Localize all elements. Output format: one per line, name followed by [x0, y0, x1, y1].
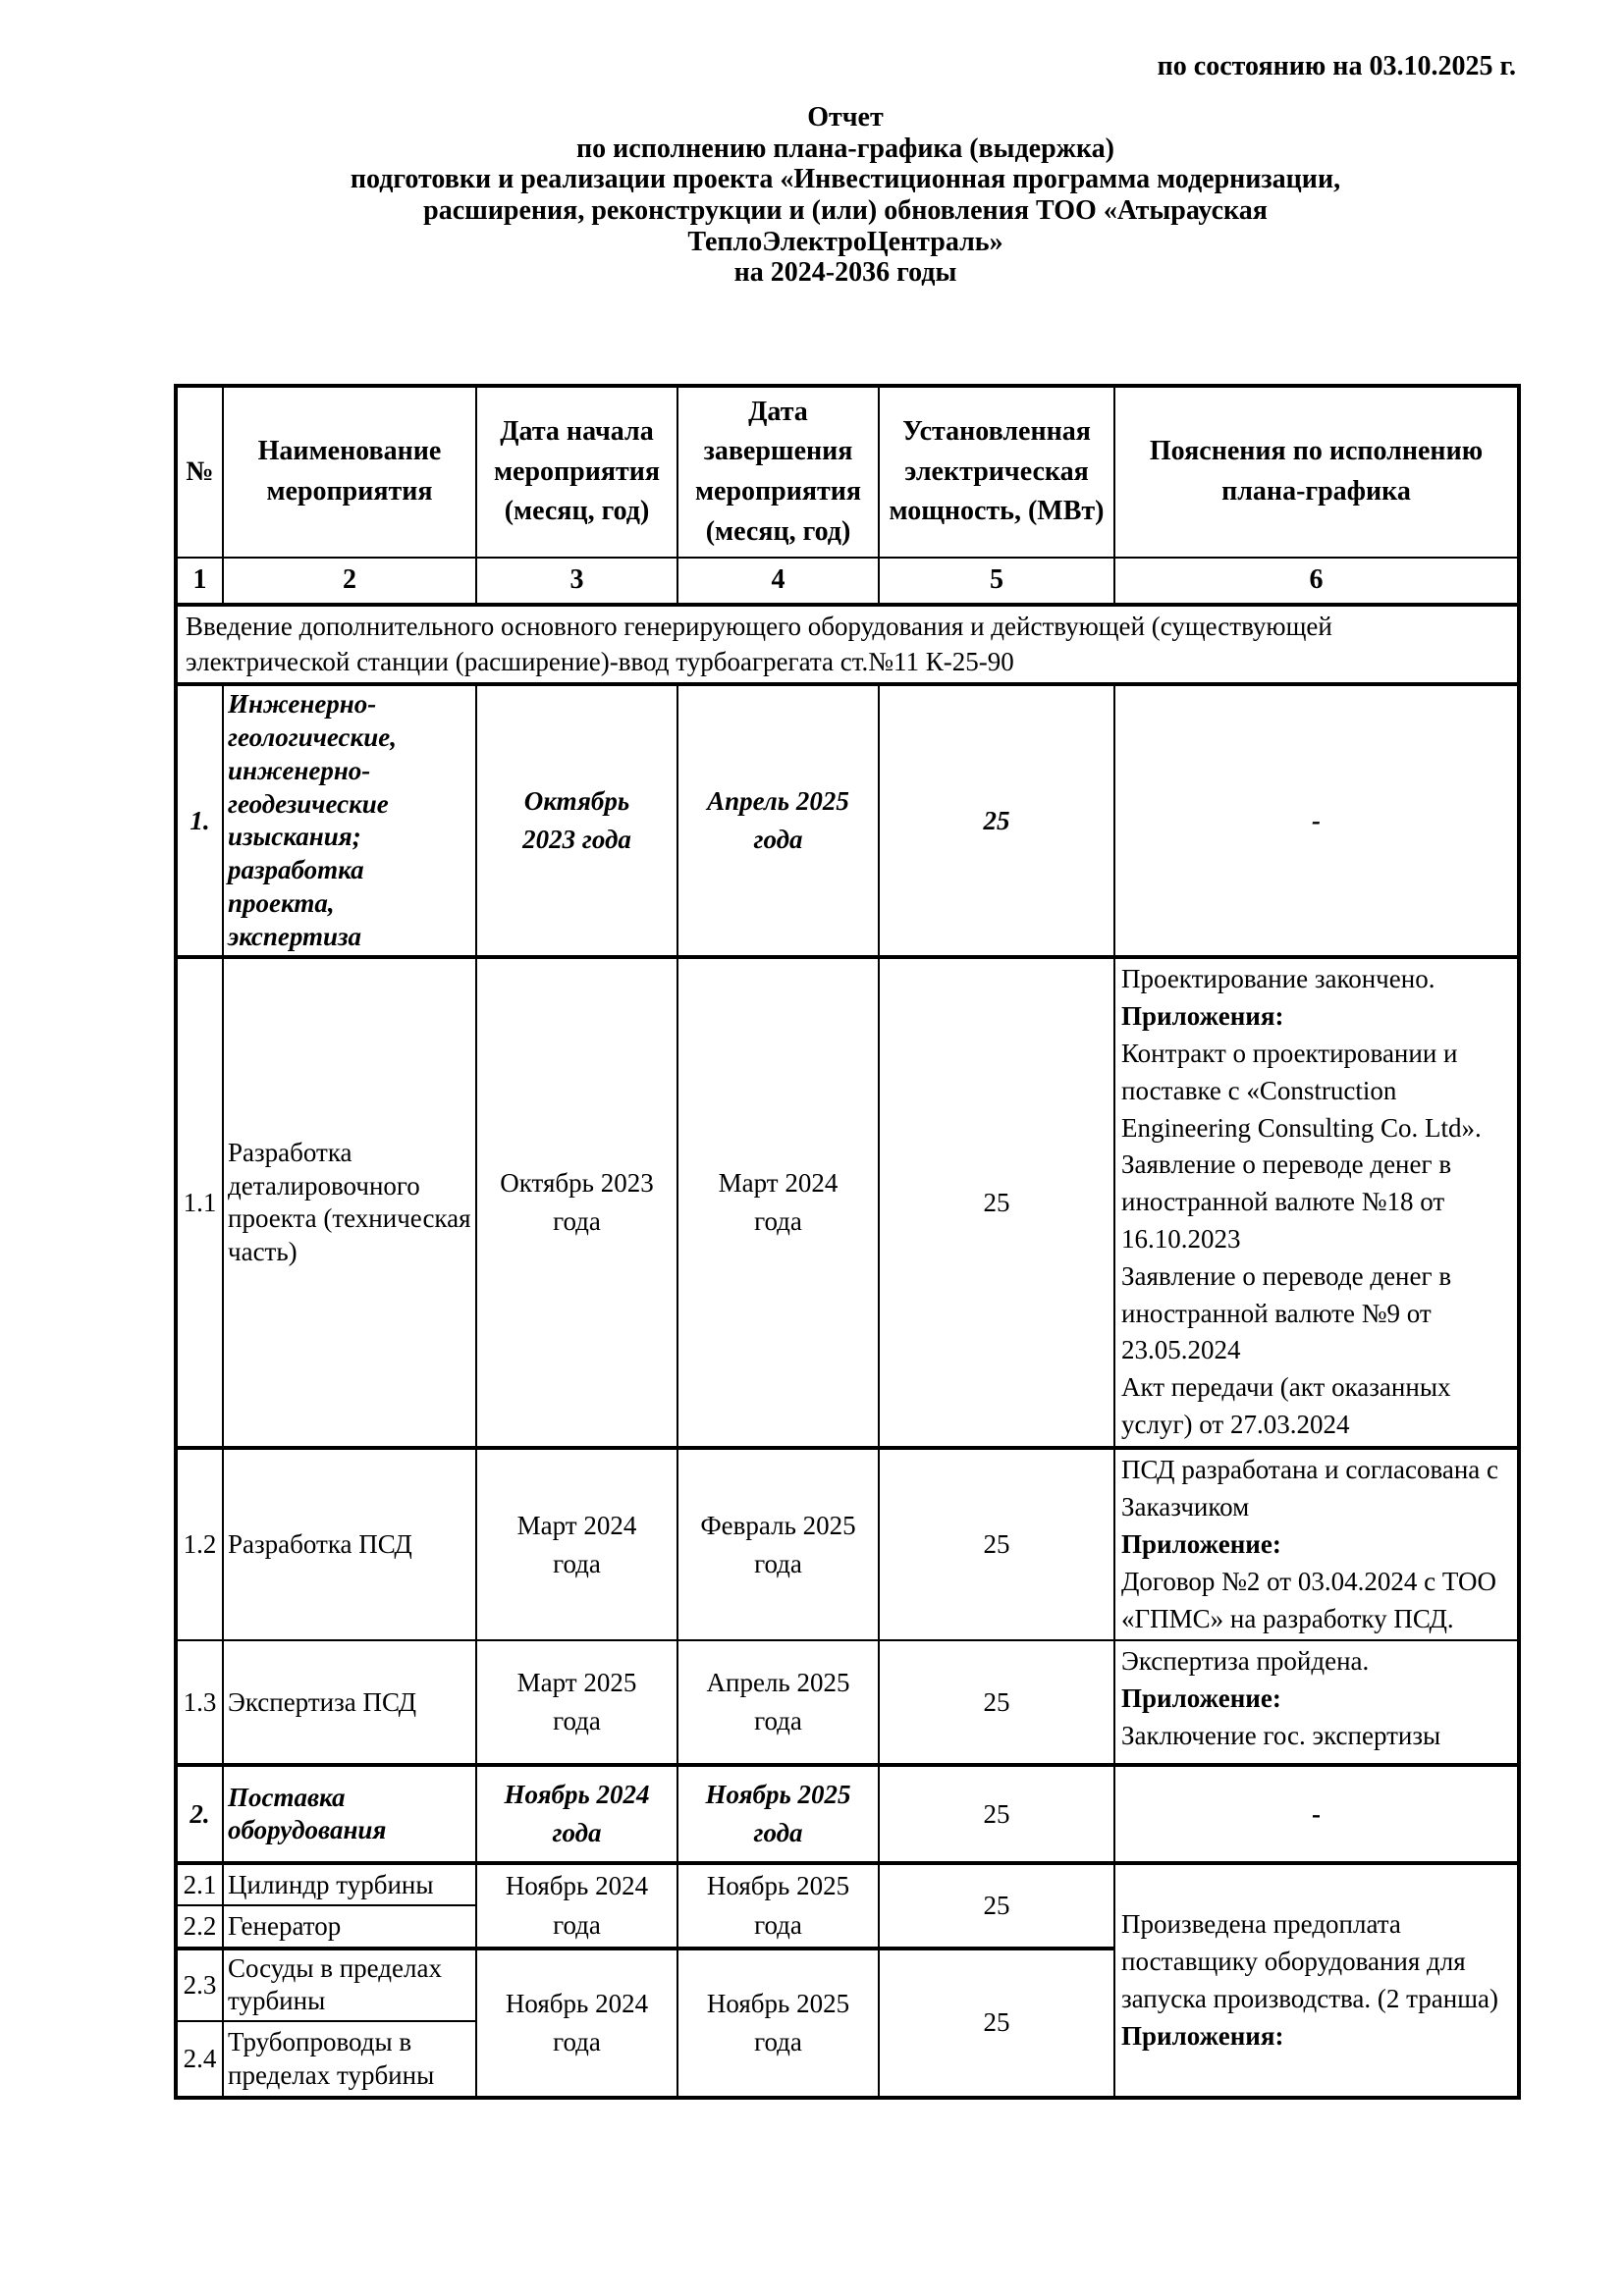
- col-number-3: 3: [476, 558, 677, 605]
- report-title-line-3: подготовки и реализации проекта «Инвестиционная программа модернизации,: [350, 164, 1341, 195]
- row-1-power: 25: [879, 684, 1114, 957]
- note-paragraph: Произведена предоплата поставщику оборудования для запуска производства. (2 транша): [1121, 1909, 1498, 2013]
- header-start-date: Дата начала мероприятия (месяц, год): [476, 386, 677, 558]
- rows-2-3-2-4-start: Ноябрь 2024 года: [476, 1949, 677, 2099]
- rows-2-3-2-4-end: Ноябрь 2025 года: [677, 1949, 879, 2099]
- header-end-date: Дата завершения мероприятия (месяц, год): [677, 386, 879, 558]
- report-title-line-6: на 2024-2036 годы: [733, 257, 957, 289]
- table-row-1-3: [176, 1640, 1519, 1765]
- note-paragraph: Акт передачи (акт оказанных услуг) от 27.03.2024: [1121, 1372, 1451, 1439]
- row-1-1-power: 25: [879, 957, 1114, 1448]
- rows-2-1-2-2-power: 25: [879, 1863, 1114, 1948]
- row-2-power: 25: [879, 1765, 1114, 1863]
- row-2-num: 2.: [176, 1765, 223, 1863]
- column-number-row: [176, 558, 1519, 605]
- header-name: Наименование мероприятия: [223, 386, 476, 558]
- row-2-3-name: Сосуды в пределах турбины: [223, 1949, 476, 2022]
- col-number-1: 1: [176, 558, 223, 605]
- col-number-4: 4: [677, 558, 879, 605]
- row-1-3-name: Экспертиза ПСД: [223, 1640, 476, 1765]
- row-1-3-end: Апрель 2025 года: [677, 1640, 879, 1765]
- report-title-line-5: ТеплоЭлектроЦентраль»: [687, 226, 1003, 257]
- row-2-1-num: 2.1: [176, 1863, 223, 1905]
- report-title-line-2: по исполнению плана-графика (выдержка): [576, 133, 1114, 164]
- row-2-4-name: Трубопроводы в пределах турбины: [223, 2021, 476, 2098]
- row-1-1-note: [1114, 957, 1519, 1448]
- section-title-line-1: Введение дополнительного основного генерирующего оборудования и действующей (существующей: [186, 611, 1332, 641]
- section-title-line-2: электрической станции (расширение)-ввод турбоагрегата ст.№11 К-25-90: [186, 646, 1014, 676]
- row-2-name: Поставка оборудования: [223, 1765, 476, 1863]
- row-1-name: Инженерно-геологические, инженерно-геодезические изыскания; разработка проекта, экспертиза: [223, 684, 476, 957]
- row-1-3-num: 1.3: [176, 1640, 223, 1765]
- note-attachments-label: Приложения:: [1121, 2020, 1284, 2051]
- row-1-2-end: Февраль 2025 года: [677, 1448, 879, 1640]
- table-row-2: [176, 1765, 1519, 1863]
- note-paragraph: Договор №2 от 03.04.2024 с ТОО «ГПМС» на разработку ПСД.: [1121, 1566, 1496, 1633]
- header-num: №: [176, 386, 223, 558]
- row-1-2-num: 1.2: [176, 1448, 223, 1640]
- table-header-row: [176, 386, 1519, 558]
- note-paragraph: Заявление о переводе денег в иностранной валюте №9 от 23.05.2024: [1121, 1260, 1452, 1365]
- col-number-2: 2: [223, 558, 476, 605]
- col-number-5: 5: [879, 558, 1114, 605]
- row-1-1-name: Разработка деталировочного проекта (техническая часть): [223, 957, 476, 1448]
- row-1-2-power: 25: [879, 1448, 1114, 1640]
- note-paragraph: Контракт о проектировании и поставке с «Construction Engineering Consulting Co. Ltd».: [1121, 1039, 1482, 1143]
- row-2-start: Ноябрь 2024 года: [476, 1765, 677, 1863]
- col-number-6: 6: [1114, 558, 1519, 605]
- table-row-2-1: [176, 1863, 1519, 1905]
- rows-2-1-2-2-end: Ноябрь 2025 года: [677, 1863, 879, 1948]
- report-title: [174, 102, 1517, 289]
- row-2-2-num: 2.2: [176, 1905, 223, 1948]
- note-paragraph: Проектирование закончено.: [1121, 964, 1435, 994]
- note-paragraph: Заявление о переводе денег в иностранной валюте №18 от 16.10.2023: [1121, 1149, 1452, 1254]
- row-1-3-note: [1114, 1640, 1519, 1765]
- rows-2-1-2-4-note: [1114, 1863, 1519, 2098]
- row-2-4-num: 2.4: [176, 2021, 223, 2098]
- row-1-1-start: Октябрь 2023 года: [476, 957, 677, 1448]
- row-1-start: Октябрь 2023 года: [476, 684, 677, 957]
- note-attachments-label: Приложения:: [1121, 1001, 1284, 1032]
- row-1-1-end: Март 2024 года: [677, 957, 879, 1448]
- section-row: [176, 605, 1519, 685]
- row-1-num: 1.: [176, 684, 223, 957]
- report-title-line-4: расширения, реконструкции и (или) обновления ТОО «Атырауская: [423, 194, 1268, 226]
- note-paragraph: ПСД разработана и согласована с Заказчиком: [1121, 1455, 1499, 1522]
- row-2-1-name: Цилиндр турбины: [223, 1863, 476, 1905]
- table-row-1: [176, 684, 1519, 957]
- row-2-note: -: [1114, 1765, 1519, 1863]
- row-1-2-start: Март 2024 года: [476, 1448, 677, 1640]
- table-row-1-2: [176, 1448, 1519, 1640]
- rows-2-1-2-2-start: Ноябрь 2024 года: [476, 1863, 677, 1948]
- header-power: Установленная электрическая мощность, (МВт): [879, 386, 1114, 558]
- header-notes: Пояснения по исполнению плана-графика: [1114, 386, 1519, 558]
- section-title: [176, 605, 1519, 685]
- note-attachments-label: Приложение:: [1121, 1683, 1281, 1714]
- report-title-line-1: Отчет: [807, 102, 884, 133]
- row-1-1-num: 1.1: [176, 957, 223, 1448]
- status-date: по состоянию на 03.10.2025 г.: [1157, 51, 1516, 81]
- row-1-end: Апрель 2025 года: [677, 684, 879, 957]
- row-2-2-name: Генератор: [223, 1905, 476, 1948]
- row-2-end: Ноябрь 2025 года: [677, 1765, 879, 1863]
- rows-2-3-2-4-power: 25: [879, 1949, 1114, 2099]
- plan-schedule-table: [174, 384, 1521, 2100]
- row-1-note: -: [1114, 684, 1519, 957]
- table-row-1-1: [176, 957, 1519, 1448]
- row-1-3-start: Март 2025 года: [476, 1640, 677, 1765]
- note-attachments-label: Приложение:: [1121, 1529, 1281, 1559]
- row-1-2-note: [1114, 1448, 1519, 1640]
- row-1-2-name: Разработка ПСД: [223, 1448, 476, 1640]
- note-paragraph: Заключение гос. экспертизы: [1121, 1720, 1441, 1750]
- row-1-3-power: 25: [879, 1640, 1114, 1765]
- note-paragraph: Экспертиза пройдена.: [1121, 1646, 1370, 1677]
- row-2-3-num: 2.3: [176, 1949, 223, 2022]
